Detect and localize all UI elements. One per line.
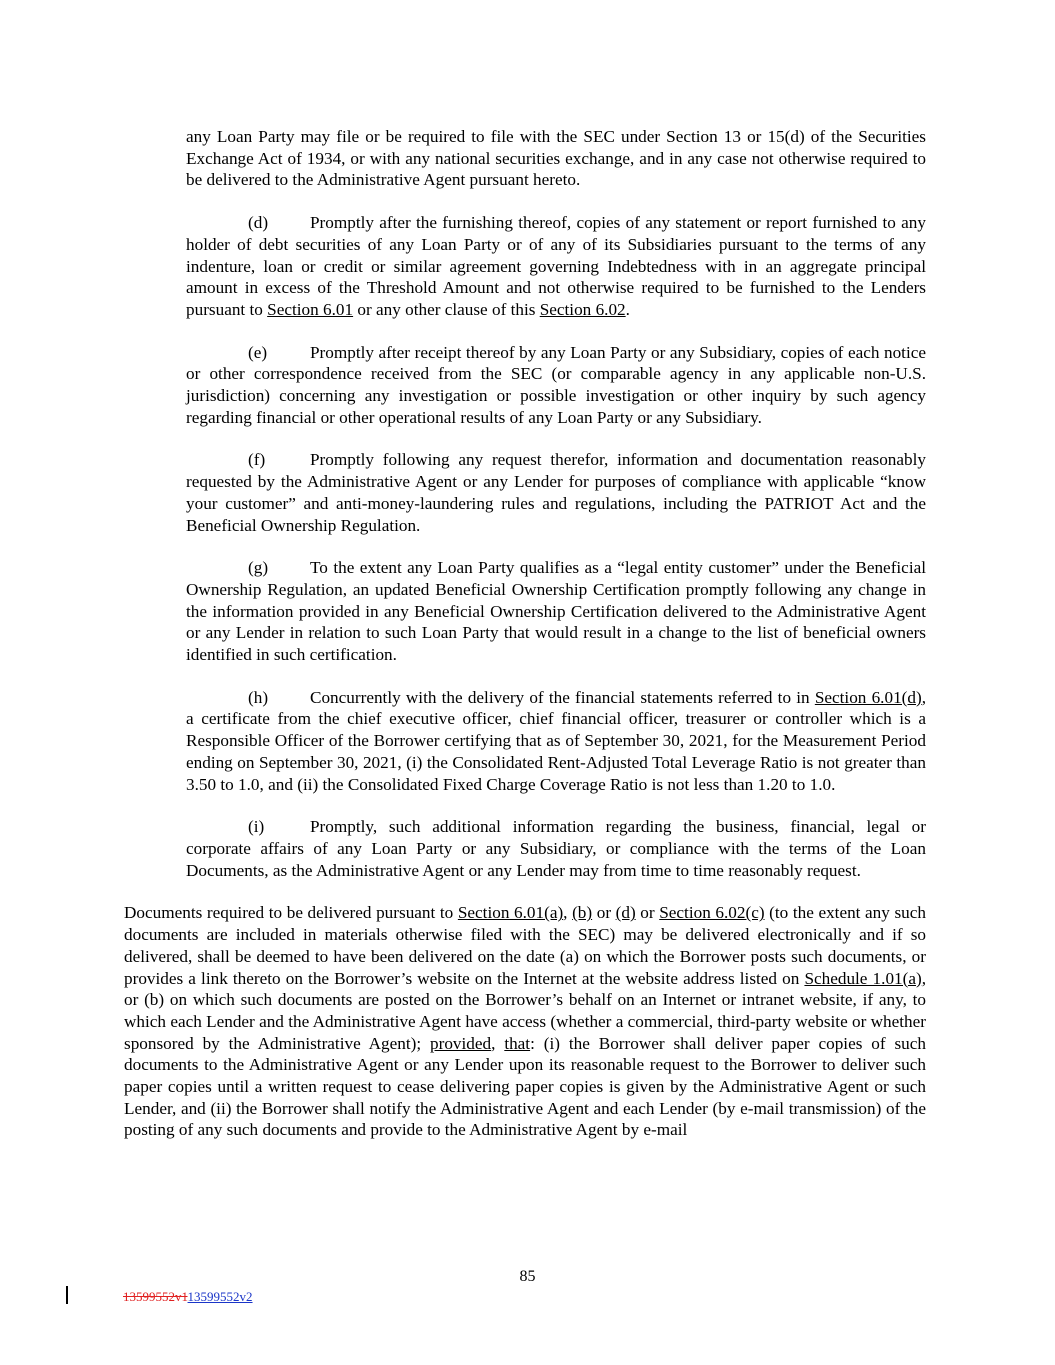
schedule-1-01-a-link: Schedule 1.01(a) [804, 968, 922, 988]
section-6-01-d-link: Section 6.01(d) [814, 687, 922, 707]
clause-d [186, 212, 926, 321]
provided-term: provided [430, 1033, 492, 1053]
page-number: 85 [519, 1268, 536, 1285]
closing-text-8: : (i) the Borrower shall deliver paper copies of such documents to the Administrative Agent or any Lender upon its reasonable request to the Borrower to deliver such paper copies until a written request to cease delivering paper copies is given by the Administrative Agent or such Lender, and (ii) the Borrower shall notify the Administrative Agent and each Lender (by e-mail transmission) of the posting of any such documents and provide to the Administrative Agent by e-mail [124, 1033, 926, 1140]
clause-e-label: (e) [248, 342, 268, 362]
clause-d-text-a: Promptly after the furnishing thereof, copies of any statement or report furnished to any holder of debt securities of any Loan Party or of any of its Subsidiaries pursuant to the terms of any indenture, loan or credit or similar agreement governing Indebtedness with in an aggregate principal amount in excess of the Threshold Amount and not otherwise required to be furnished to the Lenders pursuant to [186, 213, 926, 319]
clause-g-text: To the extent any Loan Party qualifies as a “legal entity customer” under the Beneficial Ownership Regulation, an updated Beneficial Ownership Certification promptly following any change in the information provided in any Beneficial Ownership Certification delivered to the Administrative Agent or any Lender in relation to such Loan Party that would result in a change to the list of beneficial owners identified in such certification. [186, 558, 926, 665]
change-bar [66, 1286, 68, 1304]
clause-e-text: Promptly after receipt thereof by any Loan Party or any Subsidiary, copies of each notice or other correspondence received from the SEC (or comparable agency in any applicable non-U.S. jurisdiction) concerning any investigation or possible investigation or other inquiry by such agency regarding financial or other operational results of any Loan Party or any Subsidiary. [186, 342, 926, 427]
document-body [124, 126, 926, 1162]
clause-d-text-c: . [625, 299, 630, 319]
closing-text-3: or [592, 903, 616, 923]
clause-b-link: (b) [572, 903, 593, 923]
clause-d-text-b: or any other clause of this [353, 299, 540, 319]
clause-i [186, 816, 926, 881]
closing-text-2: , [563, 903, 573, 923]
document-id-deleted: 13599552v1 [123, 1289, 188, 1304]
clause-f [186, 449, 926, 536]
closing-text-7: , [491, 1033, 505, 1053]
clause-g [186, 557, 926, 666]
closing-text-6: , or (b) on which such documents are posted on the Borrower’s behalf on an Internet or intranet website, if any, to which each Lender and the Administrative Agent have access (whether a commercial, third-party website or whether sponsored by the Administrative Agent); [124, 968, 927, 1053]
clause-h-label: (h) [248, 687, 269, 707]
clause-d-ref-link: (d) [615, 903, 636, 923]
document-id-footer [123, 1289, 253, 1305]
section-6-01-link: Section 6.01 [267, 299, 354, 319]
section-6-01-a-link: Section 6.01(a) [457, 903, 564, 923]
closing-text-1: Documents required to be delivered pursuant to [124, 903, 458, 923]
clause-f-text: Promptly following any request therefor, information and documentation reasonably requested by the Administrative Agent or any Lender for purposes of compliance with applicable “know your customer” and anti-money-laundering rules and regulations, including the PATRIOT Act and the Beneficial Ownership Regulation. [186, 450, 926, 535]
clause-g-label: (g) [248, 558, 269, 578]
continuation-paragraph: any Loan Party may file or be required to file with the SEC under Section 13 or 15(d) of the Securities Exchange Act of 1934, or with any national securities exchange, and in any case not otherwise required to be delivered to the Administrative Agent pursuant hereto. [186, 127, 926, 190]
clause-i-text: Promptly, such additional information regarding the business, financial, legal or corporate affairs of any Loan Party or any Subsidiary, or compliance with the terms of the Loan Documents, as the Administrative Agent or any Lender may from time to time reasonably request. [186, 817, 926, 880]
clause-d-label: (d) [248, 213, 269, 233]
section-6-02-link: Section 6.02 [539, 299, 626, 319]
clause-f-label: (f) [248, 450, 266, 470]
that-term: that [504, 1033, 531, 1053]
closing-text-5: (to the extent any such documents are included in materials otherwise filed with the SEC) may be delivered electronically and if so delivered, shall be deemed to have been delivered on the date (a) on which the Borrower posts such documents, or provides a link thereto on the Borrower’s website on the Internet at the website address listed on [124, 903, 926, 988]
document-id-inserted: 13599552v2 [187, 1289, 253, 1304]
clause-h [186, 687, 926, 796]
clause-e [186, 342, 926, 429]
closing-paragraph [124, 902, 926, 1141]
clause-h-text-b: , a certificate from the chief executive officer, chief financial officer, treasurer or controller which is a Responsible Officer of the Borrower certifying that as of September 30, 2021, for the Measurement Period ending on September 30, 2021, (i) the Consolidated Rent-Adjusted Total Leverage Ratio is not greater than 3.50 to 1.0, and (ii) the Consolidated Fixed Charge Coverage Ratio is not less than 1.20 to 1.0. [186, 687, 926, 794]
clause-i-label: (i) [248, 817, 265, 837]
section-6-02-c-link: Section 6.02(c) [659, 903, 765, 923]
closing-text-4: or [635, 903, 660, 923]
clause-h-text-a: Concurrently with the delivery of the financial statements referred to in [310, 687, 815, 707]
